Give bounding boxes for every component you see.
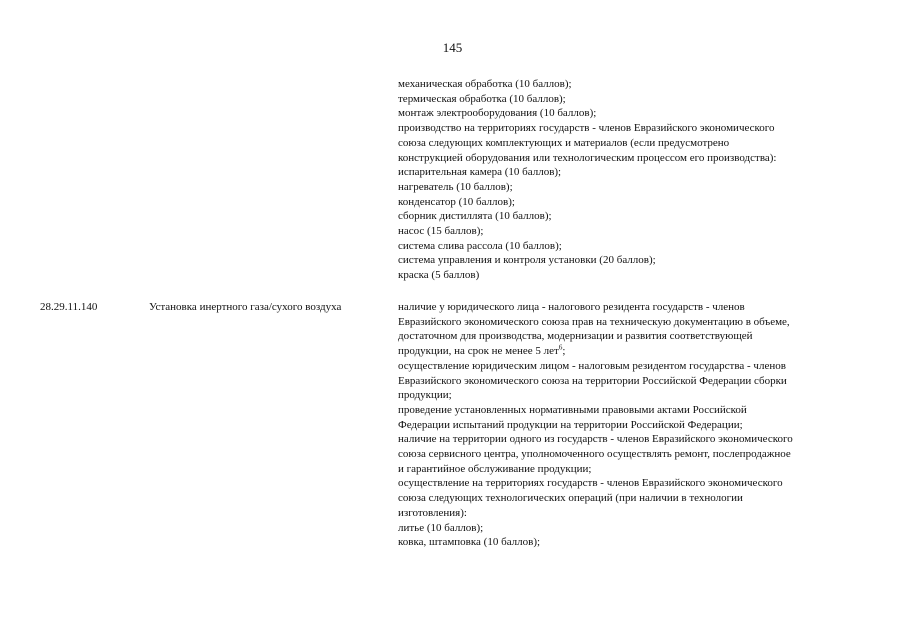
requirement-line: изготовления): [398,506,467,519]
requirement-line: насос (15 баллов); [398,225,484,238]
requirement-line: осуществление на территориях государств - членов Евразийского экономического [398,477,783,490]
requirement-line: система управления и контроля установки (20 баллов); [398,254,656,267]
requirement-line: наличие на территории одного из государств - членов Евразийского экономического [398,433,793,446]
requirement-line: Евразийского экономического союза на территории Российской Федерации сборки [398,374,787,387]
requirement-line: достаточном для производства, модернизации и развития соответствующей [398,330,753,343]
requirement-line: литье (10 баллов); [398,521,484,534]
requirement-line: система слива рассола (10 баллов); [398,239,562,252]
requirement-line: наличие у юридического лица - налогового резидента государств - членов [398,301,745,313]
page-number: 145 [442,40,463,55]
row-requirements [398,300,878,550]
requirement-line-with-footnote [398,344,878,359]
requirement-punctuation: ; [562,345,566,358]
requirement-line: нагреватель (10 баллов); [398,180,513,193]
requirement-line: проведение установленных нормативными правовыми актами Российской [398,403,747,416]
requirement-line: союза следующих комплектующих и материалов (если предусмотрено [398,136,730,149]
requirement-line: ковка, штамповка (10 баллов); [398,536,541,549]
requirement-line: и гарантийное обслуживание продукции; [398,462,592,475]
requirement-line: осуществление юридическим лицом - налоговым резидентом государства - членов [398,359,786,372]
requirement-line: сборник дистиллята (10 баллов); [398,210,552,223]
footnote-mark: 6 [558,343,563,352]
requirement-line: продукции; [398,389,452,402]
requirement-line: монтаж электрооборудования (10 баллов); [398,107,597,120]
requirement-line: Федерации испытаний продукции на территории Российской Федерации; [398,418,743,431]
product-name: Установка инертного газа/сухого воздуха [149,301,342,313]
continuation-requirements [398,77,878,283]
requirement-line: союза сервисного центра, уполномоченного осуществлять ремонт, послепродажное [398,448,791,461]
requirement-line: механическая обработка (10 баллов); [398,78,572,90]
requirement-line: конденсатор (10 баллов); [398,195,515,208]
requirement-line: союза следующих технологических операций (при наличии в технологии [398,492,743,505]
product-code: 28.29.11.140 [40,301,98,313]
requirement-line: краска (5 баллов) [398,269,480,282]
requirement-line: испарительная камера (10 баллов); [398,166,562,179]
requirement-line: Евразийского экономического союза прав на техническую документацию в объеме, [398,315,790,328]
requirement-line: конструкцией оборудования или технологическим процессом его производства): [398,151,777,164]
requirement-line: термическая обработка (10 баллов); [398,92,566,105]
requirement-line: производство на территориях государств - членов Евразийского экономического [398,122,775,135]
requirement-text: продукции, на срок не менее 5 лет [398,345,559,358]
